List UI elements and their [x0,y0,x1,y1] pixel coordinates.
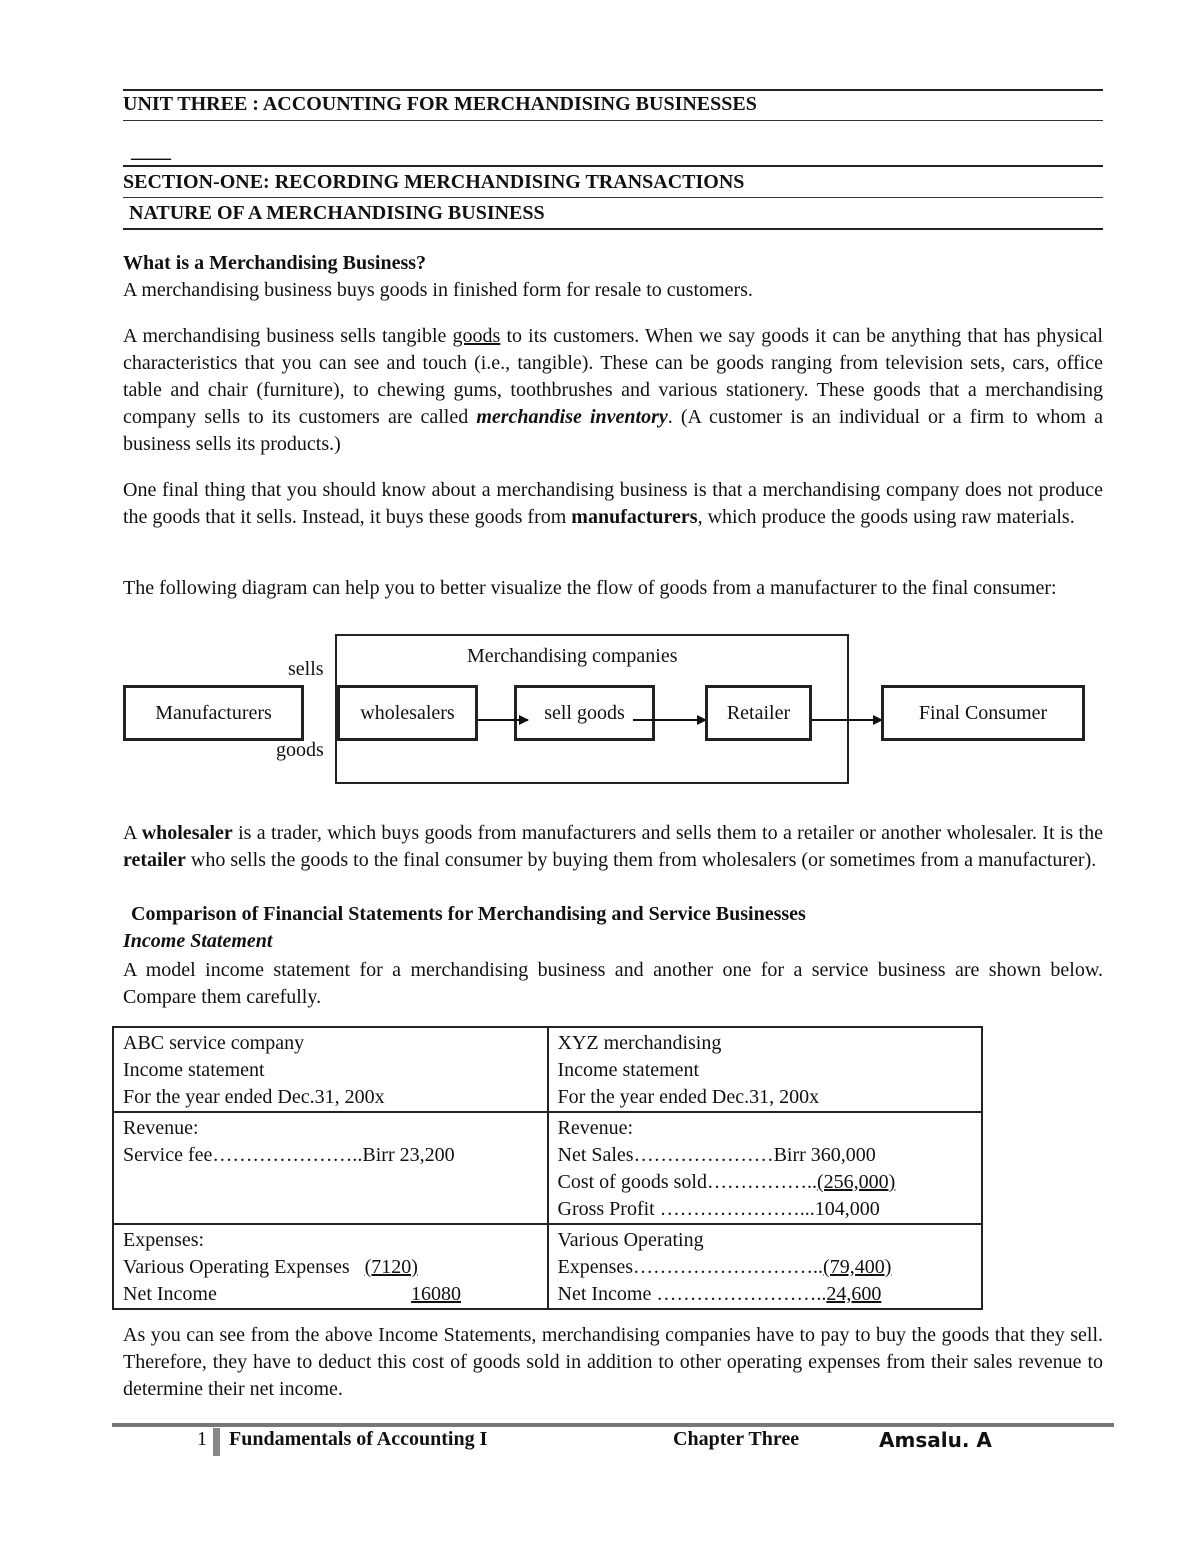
service-revenue-label: Revenue: [123,1117,199,1139]
merch-company-name: XYZ merchandising [557,1032,722,1054]
service-expenses-cell [113,1224,548,1309]
merch-revenue-label: Revenue: [557,1117,634,1139]
merch-expenses-cell [548,1224,983,1309]
paragraph-diagram-intro: The following diagram can help you to better visualize the flow of goods from a manufacturer to the final consumer: [123,577,1057,599]
service-opex-label: Various Operating Expenses [123,1256,365,1278]
text-run: is a trader, which buys goods from manufacturers and sells them to a retailer or another wholesaler. It is the [232,822,1103,844]
service-net-income-label: Net Income [123,1283,217,1305]
manufacturers-term: manufacturers [571,506,698,528]
group-label: Merchandising companies [467,645,678,667]
footer-author: Amsalu. A [879,1428,992,1452]
merch-statement-title: Income statement [557,1059,700,1081]
footer-course: Fundamentals of Accounting I [229,1428,488,1450]
text-run: . (A customer is an individual or a firm to whom a business sells its products.) [123,406,1103,455]
wholesalers-box: wholesalers [337,685,478,741]
section-title: SECTION-ONE: RECORDING MERCHANDISING TRANSACTIONS [123,171,745,193]
income-statements-table [112,1026,983,1310]
question-heading: What is a Merchandising Business? [123,252,427,274]
merch-net-income-value: 24,600 [826,1283,882,1305]
final-consumer-box: Final Consumer [881,685,1085,741]
merch-opex-label: Various Operating [557,1229,704,1251]
merch-header-cell [548,1027,983,1112]
cogs-line [558,1169,974,1196]
merch-revenue-cell [548,1112,983,1224]
cogs-label: Cost of goods sold…………….. [557,1171,817,1193]
service-revenue-cell [113,1112,548,1224]
footer-rule [112,1423,1114,1427]
service-net-income-value: 16080 [411,1283,461,1305]
merch-net-income-line [558,1281,974,1308]
merch-net-income-label: Net Income …………………….. [557,1283,827,1305]
retailer-term: retailer [123,849,186,871]
merch-opex-dots: Expenses……………………….. [557,1256,824,1278]
merch-period: For the year ended Dec.31, 200x [557,1086,820,1108]
service-net-income-line [123,1281,539,1308]
goods-term: goods [452,325,501,347]
service-header-cell [113,1027,548,1112]
table-row [113,1027,982,1112]
net-sales-line: Net Sales…………………Birr 360,000 [557,1144,876,1166]
table-row [113,1112,982,1224]
table-row [113,1224,982,1309]
service-statement-title: Income statement [123,1059,265,1081]
service-period: For the year ended Dec.31, 200x [123,1086,385,1108]
page-number: 1 [197,1428,207,1450]
cogs-value: (256,000) [816,1171,896,1193]
service-fee-line: Service fee…………………..Birr 23,200 [123,1144,455,1166]
income-statement-subheading: Income Statement [123,930,273,952]
text-run: A merchandising business sells tangible [123,325,453,347]
footer-divider [213,1428,220,1456]
unit-title: UNIT THREE : ACCOUNTING FOR MERCHANDISING BUSINESSES [123,93,757,115]
paragraph-wholesaler [123,820,1103,874]
merch-opex-line [558,1254,974,1281]
definition-text: A merchandising business buys goods in finished form for resale to customers. [123,279,753,301]
service-opex-line [123,1254,539,1281]
manufacturers-box: Manufacturers [123,685,304,741]
blank-mark: ____ [131,140,171,162]
gross-profit-line: Gross Profit …………………...104,000 [557,1198,880,1220]
sell-goods-box: sell goods [514,685,655,741]
sells-label: sells [288,658,324,680]
goods-label: goods [276,739,324,761]
text-run: to its customers. When we say goods it can be anything that has physical characteristics that you can see and touch (i.e., tangible). These can be goods ranging from television sets, cars, office table and chair (furniture), to chewing gums, toothbrushes and various stationery. These goods that a merchandising company sells to its customers are called [123,325,1103,428]
comparison-heading: Comparison of Financial Statements for Merchandising and Service Businesses [131,903,806,925]
conclusion-paragraph: As you can see from the above Income Statements, merchandising companies have to pay to buy the goods that they sell. Therefore, they have to deduct this cost of goods sold in addition to other operating expenses from their sales revenue to determine their net income. [123,1324,1103,1400]
service-opex-value: (7120) [364,1256,418,1278]
service-company-name: ABC service company [123,1032,305,1054]
text-run: A [123,822,142,844]
merch-opex-value: (79,400) [823,1256,892,1278]
retailer-box: Retailer [705,685,812,741]
subsection-title: NATURE OF A MERCHANDISING BUSINESS [129,202,545,224]
merchandise-inventory-term: merchandise inventory [476,406,668,428]
comparison-intro: A model income statement for a merchandising business and another one for a service business are shown below. Compare them carefully. [123,959,1103,1008]
footer-chapter: Chapter Three [673,1428,800,1450]
service-expenses-label: Expenses: [123,1229,205,1251]
wholesaler-term: wholesaler [141,822,233,844]
text-run: One final thing that you should know about a merchandising business is that a merchandising company does not produce the goods that it sells. Instead, it buys these goods from [123,479,1103,528]
text-run: , which produce the goods using raw materials. [697,506,1075,528]
text-run: who sells the goods to the final consumer by buying them from wholesalers (or sometimes from a manufacturer). [185,849,1097,871]
